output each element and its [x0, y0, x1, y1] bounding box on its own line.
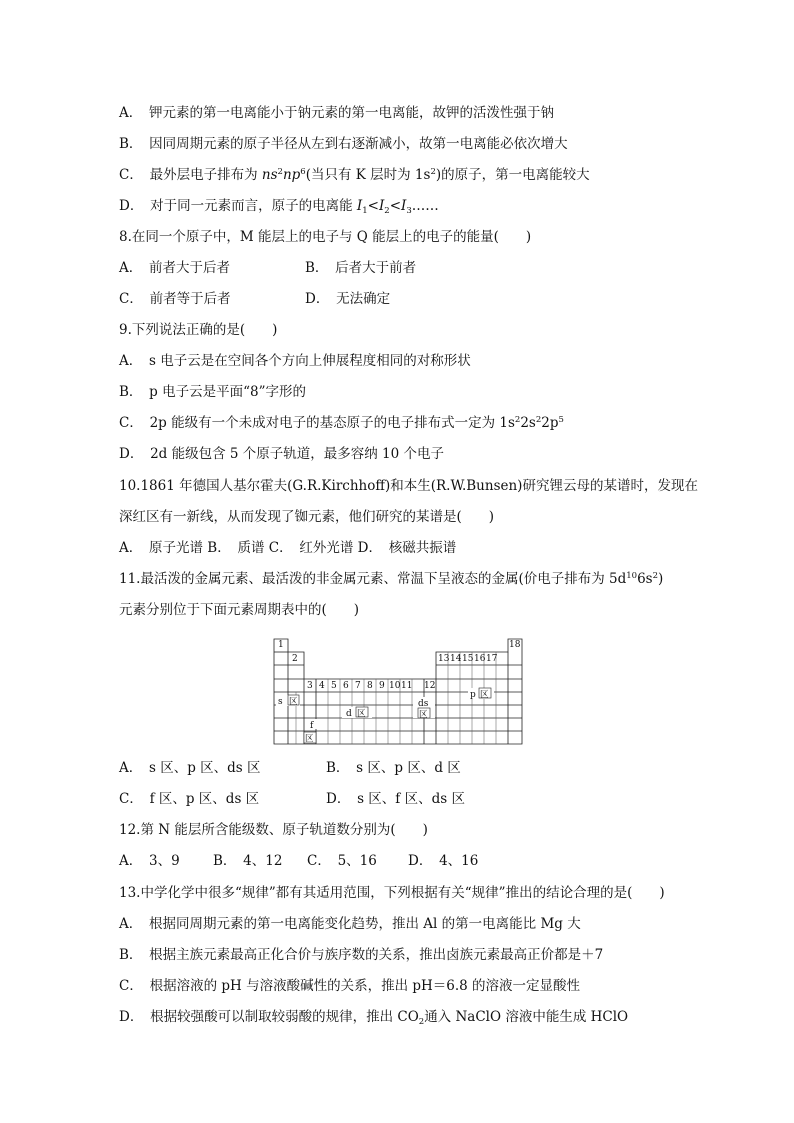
- q12-option-b: B． 4、12: [213, 853, 283, 869]
- q8-option-b: B． 后者大于前者: [305, 260, 417, 276]
- f-block-prefix: f: [310, 721, 314, 731]
- q12-stem: 12.第 N 能层所含能级数、原子轨道数分别为( ): [119, 822, 428, 838]
- q11-option-b: B． s 区、p 区、d 区: [326, 760, 461, 776]
- p-block-label: 区: [480, 690, 489, 700]
- s-block-prefix: s: [278, 697, 283, 707]
- group-label-4: 4: [319, 681, 325, 691]
- q7-option-d: D． 对于同一元素而言，原子的电离能 $I_1<I_2<I_3\dots\dots$: [119, 198, 439, 216]
- q10-stem-line2: 深红区有一新线，从而发现了铷元素，他们研究的某谱是( ): [119, 509, 495, 525]
- ds-block-label: 区: [419, 710, 428, 720]
- q11-stem-line1: 11.最活泼的金属元素、最活泼的非金属元素、常温下呈液态的金属(价电子排布为 $5d^{10}6s^2$): [119, 571, 664, 587]
- q7-option-b: B． 因同周期元素的原子半径从左到右逐渐减小，故第一电离能必依次增大: [119, 136, 568, 152]
- q9-option-c: C． 2p 能级有一个未成对电子的基态原子的电子排布式一定为 $1s^22s^22p^5$: [119, 415, 564, 431]
- group-label-6: 6: [343, 681, 349, 691]
- group-label-7: 7: [355, 681, 361, 691]
- q9-option-a: A． s 电子云是在空间各个方向上伸展程度相同的对称形状: [119, 353, 471, 369]
- group-label-15: 15: [462, 654, 474, 664]
- table-grid-minor: [296, 652, 496, 744]
- q10-options: A． 原子光谱 B． 质谱 C． 红外光谱 D． 核磁共振谱: [119, 540, 457, 556]
- q9-option-d: D． 2d 能级包含 5 个原子轨道，最多容纳 10 个电子: [119, 446, 445, 462]
- f-block-prefix-bg: [306, 719, 322, 729]
- q13-stem: 13.中学化学中很多“规律”都有其适用范围，下列根据有关“规律”推出的结论合理的是( ): [119, 885, 665, 901]
- group-label-9: 9: [379, 681, 385, 691]
- group-label-5: 5: [331, 681, 337, 691]
- q12-option-d: D． 4、16: [408, 853, 479, 869]
- periodic-table-diagram: [272, 633, 524, 745]
- q9-option-b: B． p 电子云是平面“8”字形的: [119, 384, 306, 400]
- s-block-label: 区: [289, 697, 298, 707]
- q11-stem-line2: 元素分别位于下面元素周期表中的( ): [119, 602, 360, 618]
- q13-option-b: B． 根据主族元素最高正化合价与族序数的关系，推出卤族元素最高正价都是＋7: [119, 947, 604, 963]
- group-label-16: 16: [474, 654, 486, 664]
- q11-option-c: C． f 区、p 区、ds 区: [119, 791, 260, 807]
- q11-option-a: A． s 区、p 区、ds 区: [119, 760, 261, 776]
- q13-option-c: C． 根据溶液的 pH 与溶液酸碱性的关系，推出 pH＝6.8 的溶液一定显酸性: [119, 978, 581, 994]
- q8-stem: 8.在同一个原子中，M 能层上的电子与 Q 能层上的电子的能量( ): [119, 229, 532, 245]
- q7-option-c: C． 最外层电子排布为 $ns^2np^6$(当只有 K 层时为 $1s^2$)的原子，第一电离能较大: [119, 167, 590, 183]
- group-label-10: 10: [389, 681, 401, 691]
- group-label-3: 3: [307, 681, 313, 691]
- q8-option-d: D． 无法确定: [305, 291, 391, 307]
- q8-option-a: A． 前者大于后者: [119, 260, 230, 276]
- group-label-1: 1: [278, 640, 284, 650]
- q12-option-c: C． 5、16: [307, 853, 377, 869]
- q7-option-a: A． 钾元素的第一电离能小于钠元素的第一电离能，故钾的活泼性强于钠: [119, 105, 554, 121]
- q13-option-d: D． 根据较强酸可以制取较弱酸的规律，推出 $CO_2$通入 NaClO 溶液中能生成 HClO: [119, 1009, 629, 1027]
- q11-option-d: D． s 区、f 区、ds 区: [326, 791, 465, 807]
- group-label-2: 2: [292, 654, 298, 664]
- d-block-prefix: d: [346, 709, 352, 719]
- q13-option-a: A． 根据同周期元素的第一电离能变化趋势，推出 Al 的第一电离能比 Mg 大: [119, 916, 581, 932]
- q10-stem-line1: 10.1861 年德国人基尔霍夫(G.R.Kirchhoff)和本生(R.W.Bunsen)研究锂云母的某谱时，发现在: [119, 478, 698, 494]
- group-label-18: 18: [509, 640, 521, 650]
- group-label-17: 17: [486, 654, 498, 664]
- group-label-13: 13: [438, 654, 450, 664]
- ds-block-prefix: ds: [418, 699, 429, 709]
- d-block-label: 区: [357, 709, 366, 719]
- q8-option-c: C． 前者等于后者: [119, 291, 231, 307]
- group-label-12: 12: [424, 681, 436, 691]
- group-label-14: 14: [450, 654, 462, 664]
- group-label-8: 8: [367, 681, 373, 691]
- f-block-label: 区: [305, 734, 314, 744]
- q12-option-a: A． 3、9: [119, 853, 180, 869]
- group-label-11: 11: [401, 681, 413, 691]
- q9-stem: 9.下列说法正确的是( ): [119, 322, 278, 338]
- p-block-prefix: p: [470, 690, 476, 700]
